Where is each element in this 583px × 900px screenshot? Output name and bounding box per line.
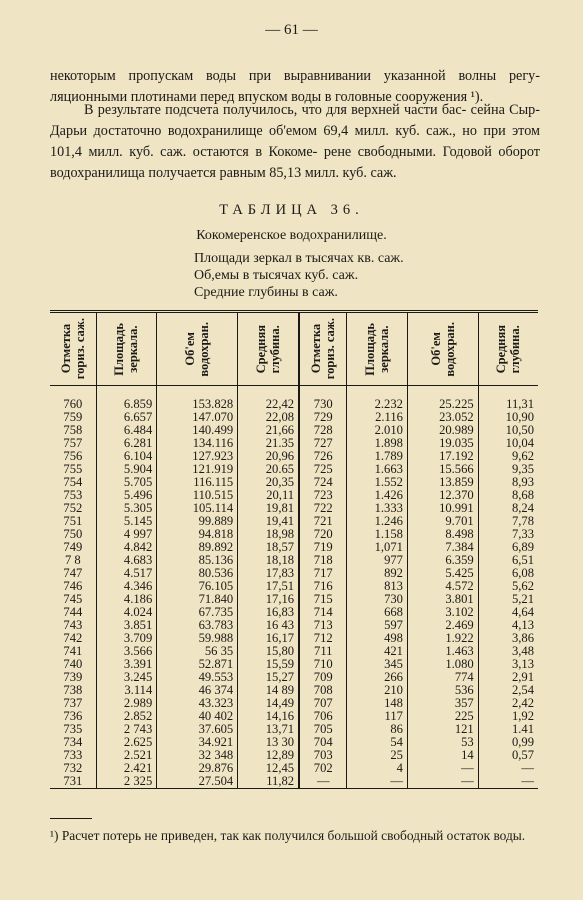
table-cell: 21,66 — [238, 424, 299, 437]
table-cell: 117 — [347, 710, 408, 723]
table-cell: 21.35 — [238, 437, 299, 450]
table-cell: 25.225 — [407, 386, 478, 412]
table-cell: 4.842 — [96, 541, 157, 554]
table-cell: 741 — [63, 644, 83, 658]
table-cell: 19.035 — [407, 437, 478, 450]
table-cell: 18,98 — [238, 528, 299, 541]
table-cell: 14,49 — [238, 697, 299, 710]
table-cell: 5.425 — [407, 567, 478, 580]
table-cell: 774 — [407, 671, 478, 684]
table-cell: 712 — [299, 632, 347, 645]
table-cell: 3.102 — [407, 606, 478, 619]
table-cell: 110.515 — [157, 489, 238, 502]
table-cell: 18,18 — [238, 554, 299, 567]
table-cell: 11,31 — [478, 386, 538, 412]
table-cell: 1.898 — [347, 437, 408, 450]
footnote-rule — [50, 818, 92, 819]
table-cell: 6,08 — [478, 567, 538, 580]
table-cell: 8,93 — [478, 476, 538, 489]
table-cell: 710 — [299, 658, 347, 671]
table-cell: 722 — [299, 502, 347, 515]
table-cell: 1.333 — [347, 502, 408, 515]
table-cell: 10,50 — [478, 424, 538, 437]
table-cell: 16 43 — [238, 619, 299, 632]
table-cell: 9,35 — [478, 463, 538, 476]
table-cell: 1.080 — [407, 658, 478, 671]
table-cell: 76.105 — [157, 580, 238, 593]
table-cell: 10,90 — [478, 411, 538, 424]
table-cell: 2 325 — [96, 775, 157, 789]
reservoir-table — [50, 310, 538, 789]
table-cell: 5.496 — [96, 489, 157, 502]
table-cell: 12,89 — [238, 749, 299, 762]
table-cell: 0,99 — [478, 736, 538, 749]
table-body — [50, 386, 538, 789]
table-cell: 116.115 — [157, 476, 238, 489]
table-cell: 15,59 — [238, 658, 299, 671]
table-cell: 13,71 — [238, 723, 299, 736]
table-cell: 357 — [407, 697, 478, 710]
table-cell: 7.384 — [407, 541, 478, 554]
table-cell: 733 — [63, 748, 83, 762]
table-cell: 2,91 — [478, 671, 538, 684]
table-cell: 2,42 — [478, 697, 538, 710]
table-cell: 728 — [299, 424, 347, 437]
table-cell: 1.246 — [347, 515, 408, 528]
table-cell: 3.801 — [407, 593, 478, 606]
table-cell: 743 — [63, 618, 83, 632]
legend-line-depth: Средние глубины в саж. — [194, 285, 338, 300]
table-cell: 15,80 — [238, 645, 299, 658]
table-cell: 705 — [299, 723, 347, 736]
table-cell: 702 — [299, 762, 347, 775]
table-cell: 25 — [347, 749, 408, 762]
table-title: ТАБЛИЦА 36. — [219, 202, 364, 218]
table-cell: 745 — [63, 592, 83, 606]
table-cell: 49.553 — [157, 671, 238, 684]
header-depth-1: Средняя глубина. — [238, 312, 299, 386]
table-cell: 755 — [63, 462, 83, 476]
table-cell: 6.859 — [96, 386, 157, 412]
table-cell: 140.499 — [157, 424, 238, 437]
table-cell: 4.517 — [96, 567, 157, 580]
table-cell: 6.484 — [96, 424, 157, 437]
legend-line-volume: Об,емы в тысячах куб. саж. — [194, 268, 359, 283]
paragraph-1: некоторым пропускам воды при выравнивании указанной волны регу- ляционными плотинами перед впуском воды в головные сооружения ¹). — [50, 68, 540, 105]
table-cell: 8.498 — [407, 528, 478, 541]
table-cell: 148 — [347, 697, 408, 710]
table-cell: 3.114 — [96, 684, 157, 697]
table-cell: 40 402 — [157, 710, 238, 723]
table-cell: 714 — [299, 606, 347, 619]
table-cell: 19,81 — [238, 502, 299, 515]
table-cell: 4.186 — [96, 593, 157, 606]
table-cell: 725 — [299, 463, 347, 476]
table-cell: 11,82 — [238, 775, 299, 789]
table-cell: 1.41 — [478, 723, 538, 736]
table-cell: 6.104 — [96, 450, 157, 463]
table-cell: 753 — [63, 488, 83, 502]
table-cell: 718 — [299, 554, 347, 567]
table-cell: 1.663 — [347, 463, 408, 476]
header-depth-2: Средняя глубина. — [478, 312, 538, 386]
table-cell: 720 — [299, 528, 347, 541]
table-cell: 704 — [299, 736, 347, 749]
table-cell: 9,62 — [478, 450, 538, 463]
paragraph-2: В результате подсчета получилось, что для верхней части бас- сейна Сыр-Дарьи достаточно водохранилище об'емом 69,4 милл. куб. саж., но при этом 101,4 милл. куб. саж. остаются в Кокоме- ренe свободными. Годовой оборот водохранилища получается равным 85,13 милл. куб. саж. — [50, 102, 540, 181]
table-cell: 2.469 — [407, 619, 478, 632]
table-cell: 17.192 — [407, 450, 478, 463]
table-cell: 0,57 — [478, 749, 538, 762]
table-cell: 1,92 — [478, 710, 538, 723]
table-cell: 86 — [347, 723, 408, 736]
table-cell: 2.421 — [96, 762, 157, 775]
table-subtitle: Кокомеренское водохранилище. — [196, 228, 387, 243]
table-row — [50, 775, 538, 789]
table-cell: 749 — [63, 540, 83, 554]
table-cell: 740 — [63, 657, 83, 671]
table-cell: 668 — [347, 606, 408, 619]
table-cell: 6.359 — [407, 554, 478, 567]
table-cell: 20,11 — [238, 489, 299, 502]
table-cell: 4 — [347, 762, 408, 775]
table-cell: 7 8 — [64, 553, 81, 567]
table-cell: 746 — [63, 579, 83, 593]
table-cell: 99.889 — [157, 515, 238, 528]
table-cell: 5,21 — [478, 593, 538, 606]
table-cell: 729 — [299, 411, 347, 424]
table-cell: 715 — [299, 593, 347, 606]
table-header-row — [50, 312, 538, 386]
table-cell: 1.158 — [347, 528, 408, 541]
table-cell: 4.572 — [407, 580, 478, 593]
table-cell: 210 — [347, 684, 408, 697]
table-cell: 734 — [63, 735, 83, 749]
table-cell: 6,89 — [478, 541, 538, 554]
table-cell: 742 — [63, 631, 83, 645]
table-cell: 15.566 — [407, 463, 478, 476]
table-cell: 498 — [347, 632, 408, 645]
table-cell: 977 — [347, 554, 408, 567]
table-cell: 34.921 — [157, 736, 238, 749]
table-cell: 736 — [63, 709, 83, 723]
table-cell: 8,68 — [478, 489, 538, 502]
table-cell: 7,33 — [478, 528, 538, 541]
table-cell: 17,16 — [238, 593, 299, 606]
table-cell: 17,51 — [238, 580, 299, 593]
table-cell: 345 — [347, 658, 408, 671]
table-cell: 225 — [407, 710, 478, 723]
table-cell: 760 — [63, 397, 83, 411]
header-area-1: Площадь зеркала. — [96, 312, 157, 386]
table-cell: 22,08 — [238, 411, 299, 424]
table-cell: 711 — [299, 645, 347, 658]
table-cell: 14 — [407, 749, 478, 762]
table-cell: 13 30 — [238, 736, 299, 749]
table-cell: 54 — [347, 736, 408, 749]
header-volume-2: Об'ем водохран. — [407, 312, 478, 386]
table-cell: 6.281 — [96, 437, 157, 450]
table-cell: 732 — [63, 761, 83, 775]
table-cell: 4 997 — [96, 528, 157, 541]
table-cell: 730 — [347, 593, 408, 606]
table-cell: 739 — [63, 670, 83, 684]
table-cell: 735 — [63, 722, 83, 736]
table-cell: 707 — [299, 697, 347, 710]
table-cell: 723 — [299, 489, 347, 502]
table-cell: 536 — [407, 684, 478, 697]
table-cell: 750 — [63, 527, 83, 541]
table-cell: 147.070 — [157, 411, 238, 424]
table-cell: 2.625 — [96, 736, 157, 749]
table-cell: 71.840 — [157, 593, 238, 606]
table-cell: 758 — [63, 423, 83, 437]
header-area-2: Площадь зеркала. — [347, 312, 408, 386]
table-cell: 12.370 — [407, 489, 478, 502]
table-cell: 754 — [63, 475, 83, 489]
footnote: ¹) Расчет потерь не приведен, так как получился большой свободный остаток воды. — [50, 828, 526, 843]
header-volume-1: Об'ем водохран. — [157, 312, 238, 386]
table-cell: 16,83 — [238, 606, 299, 619]
table-cell: 3,86 — [478, 632, 538, 645]
table-cell: — — [407, 775, 478, 789]
table-cell: 15,27 — [238, 671, 299, 684]
table-cell: 13.859 — [407, 476, 478, 489]
table-cell: — — [347, 775, 408, 789]
table-cell: 4,64 — [478, 606, 538, 619]
table-cell: 708 — [299, 684, 347, 697]
table-cell: 3.245 — [96, 671, 157, 684]
table-cell: 29.876 — [157, 762, 238, 775]
table-cell: 3,48 — [478, 645, 538, 658]
table-cell: 85.136 — [157, 554, 238, 567]
table-row — [50, 386, 538, 412]
table-cell: 18,57 — [238, 541, 299, 554]
table-cell: 4.346 — [96, 580, 157, 593]
table-cell: 1.922 — [407, 632, 478, 645]
table-cell: 4.683 — [96, 554, 157, 567]
table-cell: 2.852 — [96, 710, 157, 723]
table-cell: 3.566 — [96, 645, 157, 658]
table-cell: 737 — [63, 696, 83, 710]
table-cell: 2.116 — [347, 411, 408, 424]
table-cell: 706 — [299, 710, 347, 723]
table-cell: 46 374 — [157, 684, 238, 697]
table-cell: 43.323 — [157, 697, 238, 710]
table-cell: 127.923 — [157, 450, 238, 463]
table-cell: — — [478, 762, 538, 775]
table-cell: 892 — [347, 567, 408, 580]
table-cell: 19,41 — [238, 515, 299, 528]
table-cell: 56 35 — [157, 645, 238, 658]
table-cell: 721 — [299, 515, 347, 528]
table-cell: — — [299, 775, 347, 789]
table-cell: 7,78 — [478, 515, 538, 528]
table-cell: 63.783 — [157, 619, 238, 632]
table-cell: 726 — [299, 450, 347, 463]
table-cell: 3.851 — [96, 619, 157, 632]
table-cell: 757 — [63, 436, 83, 450]
table-cell: 27.504 — [157, 775, 238, 789]
table-cell: 32 348 — [157, 749, 238, 762]
table-cell: 5,62 — [478, 580, 538, 593]
table-cell: 752 — [63, 501, 83, 515]
table-cell: 59.988 — [157, 632, 238, 645]
table-cell: 53 — [407, 736, 478, 749]
table-cell: 3.709 — [96, 632, 157, 645]
table-cell: 1.789 — [347, 450, 408, 463]
table-cell: 756 — [63, 449, 83, 463]
table-cell: 719 — [299, 541, 347, 554]
table-cell: 16,17 — [238, 632, 299, 645]
table-cell: 1.426 — [347, 489, 408, 502]
table-cell: 153.828 — [157, 386, 238, 412]
table-cell: 4.024 — [96, 606, 157, 619]
table-cell: 94.818 — [157, 528, 238, 541]
table-cell: 716 — [299, 580, 347, 593]
table-cell: 727 — [299, 437, 347, 450]
table-cell: 730 — [299, 386, 347, 412]
table-cell: 2.521 — [96, 749, 157, 762]
table-cell: 744 — [63, 605, 83, 619]
table-cell: 105.114 — [157, 502, 238, 515]
table-cell: 134.116 — [157, 437, 238, 450]
table-cell: 1,071 — [347, 541, 408, 554]
table-cell: 5.904 — [96, 463, 157, 476]
table-cell: 121 — [407, 723, 478, 736]
table-cell: 14,16 — [238, 710, 299, 723]
table-cell: 2 743 — [96, 723, 157, 736]
table-cell: 1.552 — [347, 476, 408, 489]
table-cell: 23.052 — [407, 411, 478, 424]
table-cell: 3.391 — [96, 658, 157, 671]
table-cell: 2.989 — [96, 697, 157, 710]
table-cell: 20.65 — [238, 463, 299, 476]
table-cell: 67.735 — [157, 606, 238, 619]
table-cell: 597 — [347, 619, 408, 632]
table-cell: 751 — [63, 514, 83, 528]
table-cell: 10.991 — [407, 502, 478, 515]
table-cell: 14 89 — [238, 684, 299, 697]
table-cell: 813 — [347, 580, 408, 593]
table-cell: 4,13 — [478, 619, 538, 632]
table-cell: 6,51 — [478, 554, 538, 567]
table-cell: 713 — [299, 619, 347, 632]
table-cell: 6.657 — [96, 411, 157, 424]
table-cell: — — [407, 762, 478, 775]
table-cell: 20,96 — [238, 450, 299, 463]
table-cell: 3,13 — [478, 658, 538, 671]
table-cell: 738 — [63, 683, 83, 697]
table-cell: 703 — [299, 749, 347, 762]
table-cell: 1.463 — [407, 645, 478, 658]
table-cell: 2,54 — [478, 684, 538, 697]
table-cell: 17,83 — [238, 567, 299, 580]
legend-line-area: Площади зеркал в тысячах кв. саж. — [194, 251, 404, 266]
table-cell: 20.989 — [407, 424, 478, 437]
table-cell: 717 — [299, 567, 347, 580]
table-cell: 709 — [299, 671, 347, 684]
table-cell: 8,24 — [478, 502, 538, 515]
table-cell: 22,42 — [238, 386, 299, 412]
table-cell: 2.232 — [347, 386, 408, 412]
table-cell: 5.705 — [96, 476, 157, 489]
table-cell: 52.871 — [157, 658, 238, 671]
table-cell: 747 — [63, 566, 83, 580]
table-cell: 5.305 — [96, 502, 157, 515]
table-cell: 5.145 — [96, 515, 157, 528]
table-cell: 421 — [347, 645, 408, 658]
table-cell: — — [478, 775, 538, 789]
table-cell: 80.536 — [157, 567, 238, 580]
table-cell: 9.701 — [407, 515, 478, 528]
table-cell: 724 — [299, 476, 347, 489]
header-elevation-2: Отметка гориз. саж. — [299, 312, 347, 386]
table-cell: 2.010 — [347, 424, 408, 437]
header-elevation-1: Отметка гориз. саж. — [50, 312, 96, 386]
table-cell: 37.605 — [157, 723, 238, 736]
table-cell: 20,35 — [238, 476, 299, 489]
table-cell: 10,04 — [478, 437, 538, 450]
page-number: — 61 — — [265, 22, 318, 38]
table-cell: 12,45 — [238, 762, 299, 775]
table-cell: 89.892 — [157, 541, 238, 554]
table-cell: 731 — [63, 774, 83, 788]
table-cell: 266 — [347, 671, 408, 684]
table-cell: 759 — [63, 410, 83, 424]
table-cell: 121.919 — [157, 463, 238, 476]
